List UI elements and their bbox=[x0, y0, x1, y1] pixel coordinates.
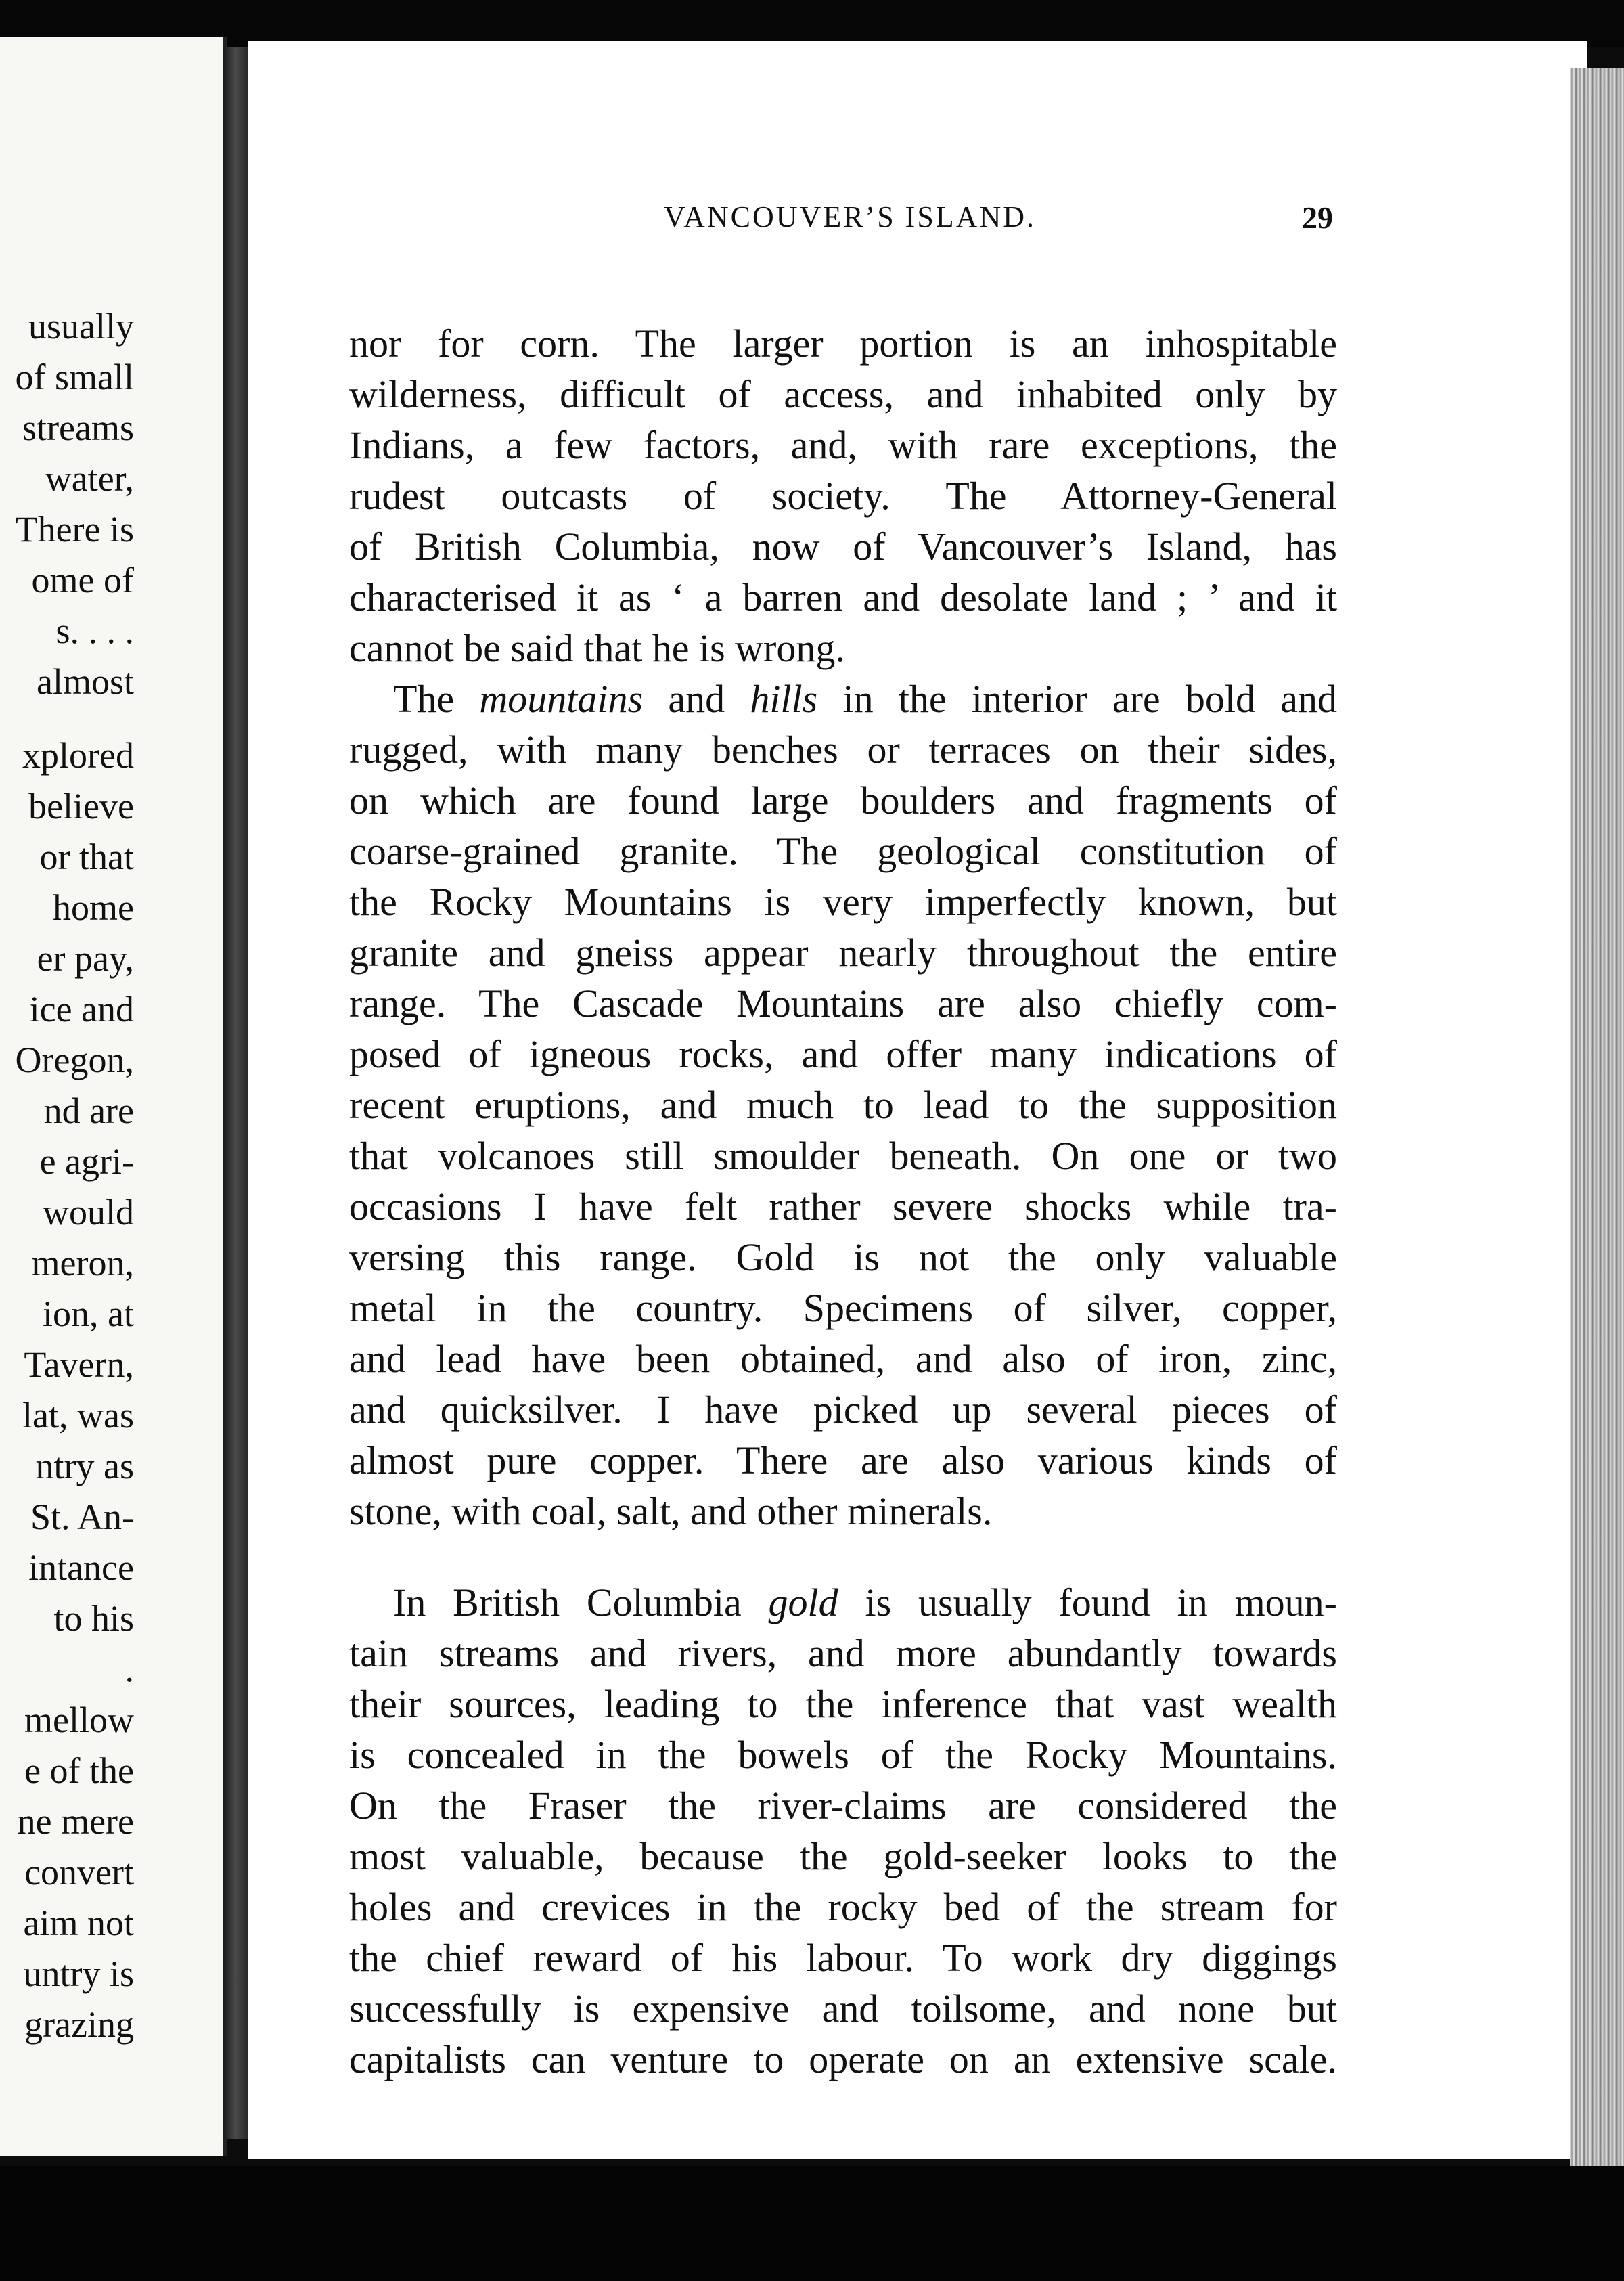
left-line: There is bbox=[15, 509, 134, 550]
left-line: untry is bbox=[23, 1953, 134, 1994]
right-page bbox=[248, 41, 1587, 2159]
left-line: of small bbox=[15, 357, 134, 397]
text-line-paragraph-start bbox=[349, 673, 1337, 724]
left-line: ne mere bbox=[17, 1801, 134, 1842]
italic-term-gold: gold bbox=[768, 1580, 838, 1624]
page-edge-stack bbox=[1570, 68, 1624, 2166]
left-line: almost bbox=[37, 661, 134, 702]
left-line: believe bbox=[28, 786, 134, 826]
text-line: cannot be said that he is wrong. bbox=[349, 626, 845, 670]
text-line: tain streams and rivers, and more abundantly towards bbox=[349, 1631, 1337, 1675]
text-line: wilderness, difficult of access, and inhabited only by bbox=[349, 372, 1337, 416]
text-line: metal in the country. Specimens of silver, copper, bbox=[349, 1286, 1337, 1330]
text-line: and lead have been obtained, and also of iron, zinc, bbox=[349, 1337, 1337, 1381]
left-line: streams bbox=[22, 407, 134, 448]
text-line: the chief reward of his labour. To work dry diggings bbox=[349, 1936, 1337, 1980]
text-line: successfully is expensive and toilsome, and none but bbox=[349, 1987, 1337, 2031]
left-line: nd are bbox=[43, 1090, 134, 1131]
text-line: that volcanoes still smoulder beneath. On one or two bbox=[349, 1134, 1337, 1178]
left-line: water, bbox=[45, 458, 134, 499]
text-line: their sources, leading to the inference that vast wealth bbox=[349, 1682, 1337, 1726]
text-run: is usually found in moun- bbox=[838, 1580, 1337, 1624]
left-line: meron, bbox=[31, 1243, 134, 1283]
left-line: or that bbox=[39, 837, 134, 877]
text-line: occasions I have felt rather severe shocks while tra- bbox=[349, 1184, 1337, 1228]
scan-background-bottom bbox=[0, 2166, 1624, 2281]
text-line: most valuable, because the gold-seeker looks to the bbox=[349, 1834, 1337, 1878]
left-line: St. An- bbox=[30, 1497, 134, 1537]
left-line: aim not bbox=[23, 1903, 134, 1943]
italic-term-mountains: mountains bbox=[479, 677, 644, 721]
left-line: e of the bbox=[24, 1750, 134, 1791]
text-line: stone, with coal, salt, and other minerals. bbox=[349, 1489, 993, 1533]
body-text bbox=[349, 318, 1337, 2085]
text-line: granite and gneiss appear nearly throughout the entire bbox=[349, 931, 1337, 975]
text-line: capitalists can venture to operate on an extensive scale. bbox=[349, 2037, 1337, 2081]
left-line: lat, was bbox=[22, 1395, 134, 1436]
text-line: on which are found large boulders and fragments of bbox=[349, 778, 1337, 822]
text-line: rugged, with many benches or terraces on their sides, bbox=[349, 728, 1337, 772]
text-line: versing this range. Gold is not the only valuable bbox=[349, 1235, 1337, 1279]
paragraph-gap bbox=[349, 1536, 1337, 1577]
text-line: On the Fraser the river-claims are considered the bbox=[349, 1784, 1337, 1828]
left-line: would bbox=[43, 1192, 134, 1233]
text-line: nor for corn. The larger portion is an inhospitable bbox=[349, 322, 1337, 366]
left-line: e agri- bbox=[39, 1141, 134, 1182]
left-line: xplored bbox=[22, 735, 134, 776]
text-line: characterised it as ‘ a barren and desolate land ; ’ and it bbox=[349, 575, 1337, 619]
left-line: to his bbox=[53, 1598, 134, 1639]
text-line: rudest outcasts of society. The Attorney-General bbox=[349, 474, 1337, 518]
text-run: and bbox=[643, 677, 750, 721]
text-run: In British Columbia bbox=[393, 1580, 769, 1624]
text-line: posed of igneous rocks, and offer many indications of bbox=[349, 1032, 1337, 1076]
left-line: convert bbox=[24, 1852, 134, 1892]
left-page-text bbox=[16, 301, 134, 2050]
text-line-paragraph-start bbox=[349, 1577, 1337, 1628]
text-line: coarse-grained granite. The geological constitution of bbox=[349, 829, 1337, 873]
left-line: ome of bbox=[31, 560, 134, 600]
left-line-gap bbox=[16, 707, 134, 730]
text-run: in the interior are bold and bbox=[817, 677, 1337, 721]
left-line: mellow bbox=[24, 1700, 134, 1740]
text-line: recent eruptions, and much to lead to the supposition bbox=[349, 1083, 1337, 1127]
book-gutter bbox=[223, 47, 248, 2139]
left-line: Oregon, bbox=[15, 1040, 134, 1080]
text-line: the Rocky Mountains is very imperfectly known, but bbox=[349, 880, 1337, 924]
italic-term-hills: hills bbox=[750, 677, 818, 721]
running-head bbox=[248, 200, 1587, 254]
left-line: ice and bbox=[29, 989, 134, 1029]
text-line: holes and crevices in the rocky bed of the stream for bbox=[349, 1885, 1337, 1929]
text-line: and quicksilver. I have picked up several pieces of bbox=[349, 1388, 1337, 1432]
left-line: ntry as bbox=[35, 1446, 134, 1486]
text-line: of British Columbia, now of Vancouver’s Island, has bbox=[349, 525, 1337, 569]
text-line: is concealed in the bowels of the Rocky Mountains. bbox=[349, 1733, 1337, 1777]
text-run: The bbox=[393, 677, 480, 721]
page-number: 29 bbox=[1302, 200, 1333, 235]
left-line: grazing bbox=[24, 2004, 134, 2045]
text-line: almost pure copper. There are also various kinds of bbox=[349, 1438, 1337, 1482]
left-line: usually bbox=[28, 306, 134, 347]
left-line: s. . . . bbox=[55, 611, 134, 651]
left-line: ion, at bbox=[43, 1293, 134, 1334]
running-head-title: VANCOUVER’S ISLAND. bbox=[664, 200, 1037, 234]
left-line: Tavern, bbox=[24, 1344, 134, 1385]
left-line: . bbox=[125, 1649, 134, 1689]
left-line: intance bbox=[28, 1547, 134, 1588]
left-line: home bbox=[53, 887, 134, 928]
left-page bbox=[0, 37, 227, 2156]
text-line: Indians, a few factors, and, with rare exceptions, the bbox=[349, 423, 1337, 467]
left-line: er pay, bbox=[37, 938, 134, 979]
text-line: range. The Cascade Mountains are also chiefly com- bbox=[349, 981, 1337, 1025]
